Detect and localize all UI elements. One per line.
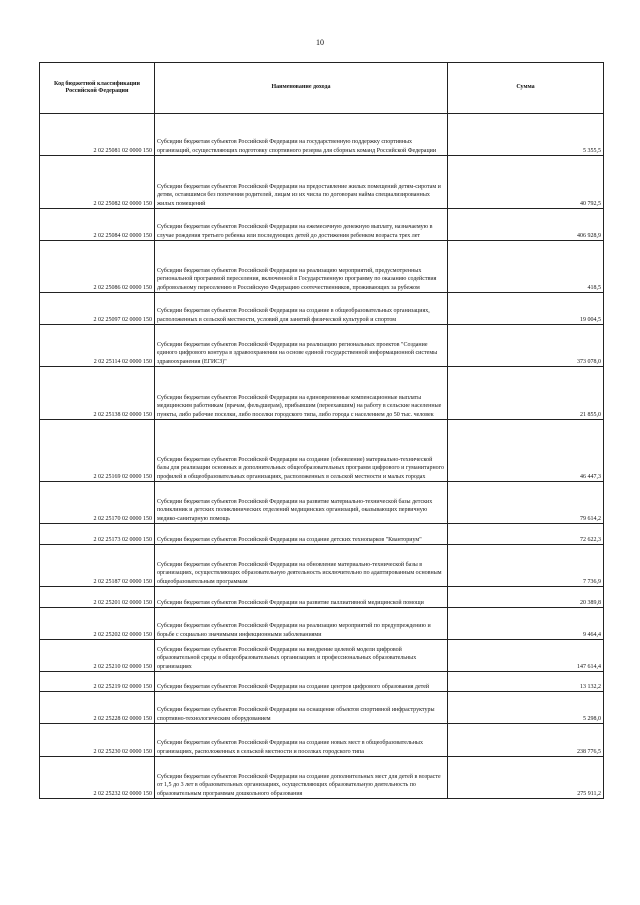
row-code: 2 02 25170 02 0000 150 xyxy=(40,482,155,524)
table-row xyxy=(40,209,604,241)
table-row xyxy=(40,757,604,799)
table-row xyxy=(40,545,604,587)
page-number: 10 xyxy=(316,38,324,47)
row-code: 2 02 25086 02 0000 150 xyxy=(40,241,155,293)
table-row xyxy=(40,241,604,293)
row-name: Субсидии бюджетам субъектов Российской Федерации на государственную поддержку спортивных организаций, осуществляющих подготовку спортивного резерва для сборных команд Российской Федерации xyxy=(155,114,448,156)
table-row xyxy=(40,420,604,482)
row-code: 2 02 25230 02 0000 150 xyxy=(40,724,155,757)
row-sum: 13 132,2 xyxy=(448,672,604,692)
row-sum: 147 614,4 xyxy=(448,640,604,672)
table-row xyxy=(40,156,604,209)
row-sum: 373 078,0 xyxy=(448,325,604,367)
row-name: Субсидии бюджетам субъектов Российской Федерации на предоставление жилых помещений детям-сиротам и детям, оставшимся без попечения родителей, лицам из их числа по договорам найма специализированных жилых помещений xyxy=(155,156,448,209)
header-code: Код бюджетной классификации Российской Федерации xyxy=(40,63,155,114)
row-sum: 46 447,3 xyxy=(448,420,604,482)
row-code: 2 02 25202 02 0000 150 xyxy=(40,608,155,640)
row-sum: 275 911,2 xyxy=(448,757,604,799)
row-sum: 72 622,3 xyxy=(448,524,604,545)
row-name: Субсидии бюджетам субъектов Российской Федерации на реализацию региональных проектов "Создание единого цифрового контура в здравоохранении на основе единой государственной информационной системы здравоохранения (ЕГИСЗ)" xyxy=(155,325,448,367)
row-name: Субсидии бюджетам субъектов Российской Федерации на создание центров цифрового образования детей xyxy=(155,672,448,692)
table-row xyxy=(40,692,604,724)
row-code: 2 02 25173 02 0000 150 xyxy=(40,524,155,545)
row-name: Субсидии бюджетам субъектов Российской Федерации на развитие паллиативной медицинской помощи xyxy=(155,587,448,608)
table-row xyxy=(40,114,604,156)
row-name: Субсидии бюджетам субъектов Российской Федерации на развитие материально-технической базы детских поликлиник и детских поликлинических отделений медицинских организаций, оказывающих первичную медико-санитарную помощь xyxy=(155,482,448,524)
row-name: Субсидии бюджетам субъектов Российской Федерации на создание новых мест в общеобразовательных организациях, расположенных в сельской местности и поселках городского типа xyxy=(155,724,448,757)
row-sum: 21 855,0 xyxy=(448,367,604,420)
row-name: Субсидии бюджетам субъектов Российской Федерации на обновление материально-технической базы в организациях, осуществляющих образовательную деятельность исключительно по адаптированным основным общеобразовательным программам xyxy=(155,545,448,587)
row-sum: 9 464,4 xyxy=(448,608,604,640)
row-name: Субсидии бюджетам субъектов Российской Федерации на реализацию мероприятий по предупреждению и борьбе с социально значимыми инфекционными заболеваниями xyxy=(155,608,448,640)
row-sum: 406 928,9 xyxy=(448,209,604,241)
row-sum: 238 776,5 xyxy=(448,724,604,757)
row-code: 2 02 25210 02 0000 150 xyxy=(40,640,155,672)
row-sum: 79 614,2 xyxy=(448,482,604,524)
row-name: Субсидии бюджетам субъектов Российской Федерации на оснащение объектов спортивной инфраструктуры спортивно-технологическим оборудованием xyxy=(155,692,448,724)
row-code: 2 02 25201 02 0000 150 xyxy=(40,587,155,608)
row-code: 2 02 25084 02 0000 150 xyxy=(40,209,155,241)
row-sum: 7 736,9 xyxy=(448,545,604,587)
income-table xyxy=(39,62,604,799)
table-header-row xyxy=(40,63,604,114)
row-sum: 40 792,5 xyxy=(448,156,604,209)
row-name: Субсидии бюджетам субъектов Российской Федерации на единовременные компенсационные выплаты медицинским работникам (врачам, фельдшерам), прибывшим (переехавшим) на работу в сельские населенные пункты, либо рабочие поселки, либо поселки городского типа, либо города с населением до 50 тыс. человек xyxy=(155,367,448,420)
row-code: 2 02 25187 02 0000 150 xyxy=(40,545,155,587)
row-code: 2 02 25232 02 0000 150 xyxy=(40,757,155,799)
row-code: 2 02 25081 02 0000 150 xyxy=(40,114,155,156)
header-name: Наименование дохода xyxy=(155,63,448,114)
row-name: Субсидии бюджетам субъектов Российской Федерации на создание детских технопарков "Кванториум" xyxy=(155,524,448,545)
row-name: Субсидии бюджетам субъектов Российской Федерации на создание (обновление) материально-технической базы для реализации основных и дополнительных общеобразовательных программ цифрового и гуманитарного профилей в общеобразовательных организациях, расположенных в сельской местности и малых городах xyxy=(155,420,448,482)
row-sum: 5 298,0 xyxy=(448,692,604,724)
row-code: 2 02 25219 02 0000 150 xyxy=(40,672,155,692)
table-row xyxy=(40,367,604,420)
row-name: Субсидии бюджетам субъектов Российской Федерации на создание дополнительных мест для детей в возрасте от 1,5 до 3 лет в образовательных организациях, осуществляющих образовательную деятельность по образовательным программам дошкольного образования xyxy=(155,757,448,799)
row-name: Субсидии бюджетам субъектов Российской Федерации на создание в общеобразовательных организациях, расположенных в сельской местности, условий для занятий физической культурой и спортом xyxy=(155,293,448,325)
row-name: Субсидии бюджетам субъектов Российской Федерации на внедрение целевой модели цифровой образовательной среды в общеобразовательных организациях и профессиональных образовательных организациях xyxy=(155,640,448,672)
table-row xyxy=(40,325,604,367)
table-row xyxy=(40,293,604,325)
row-code: 2 02 25082 02 0000 150 xyxy=(40,156,155,209)
row-sum: 418,5 xyxy=(448,241,604,293)
row-sum: 5 355,5 xyxy=(448,114,604,156)
row-name: Субсидии бюджетам субъектов Российской Федерации на реализацию мероприятий, предусмотренных региональной программой переселения, включенной в Государственную программу по оказанию содействия добровольному переселению в Российскую Федерацию соотечественников, проживающих за рубежом xyxy=(155,241,448,293)
table-row xyxy=(40,672,604,692)
table-row xyxy=(40,608,604,640)
header-sum: Сумма xyxy=(448,63,604,114)
row-sum: 19 004,5 xyxy=(448,293,604,325)
row-name: Субсидии бюджетам субъектов Российской Федерации на ежемесячную денежную выплату, назначаемую в случае рождения третьего ребенка или последующих детей до достижения ребенком возраста трех лет xyxy=(155,209,448,241)
table-row xyxy=(40,640,604,672)
row-code: 2 02 25114 02 0000 150 xyxy=(40,325,155,367)
table-row xyxy=(40,482,604,524)
row-code: 2 02 25228 02 0000 150 xyxy=(40,692,155,724)
row-sum: 20 389,8 xyxy=(448,587,604,608)
row-code: 2 02 25169 02 0000 150 xyxy=(40,420,155,482)
table-row xyxy=(40,587,604,608)
row-code: 2 02 25097 02 0000 150 xyxy=(40,293,155,325)
table-row xyxy=(40,524,604,545)
table-row xyxy=(40,724,604,757)
row-code: 2 02 25138 02 0000 150 xyxy=(40,367,155,420)
